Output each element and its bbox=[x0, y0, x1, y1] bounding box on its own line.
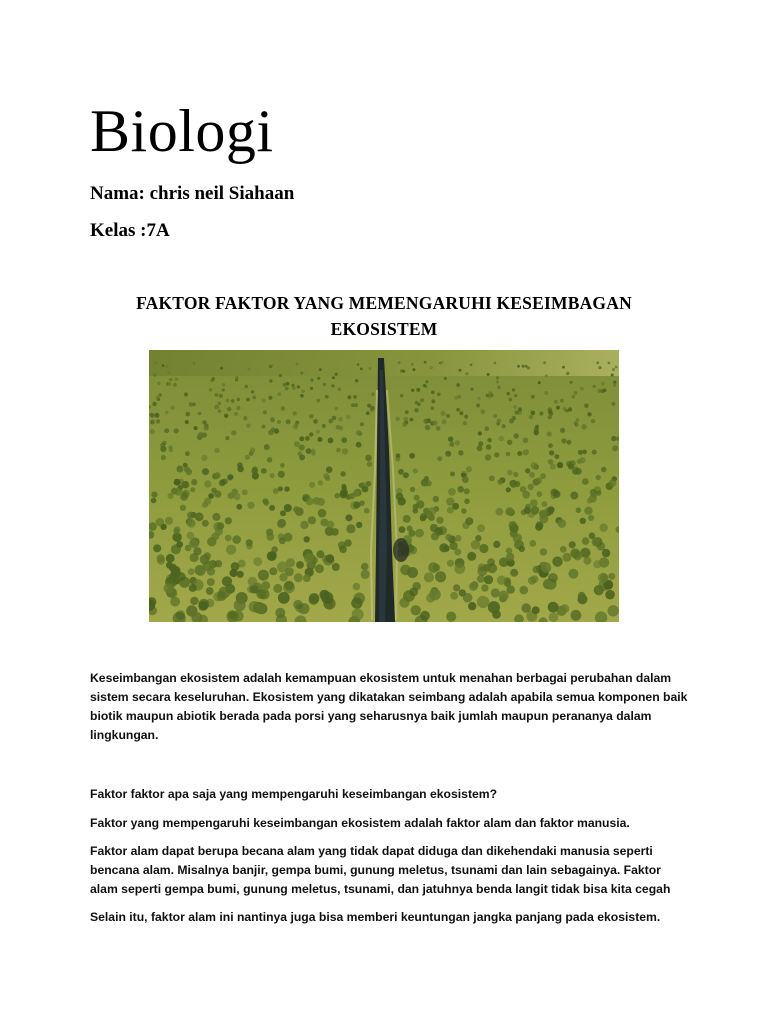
paragraph-question: Faktor faktor apa saja yang mempengaruhi keseimbangan ekosistem? bbox=[90, 787, 498, 801]
paragraph-benefit: Selain itu, faktor alam ini nantinya juga bisa memberi keuntungan jangka panjang pada ekosistem. bbox=[90, 910, 661, 924]
document-title: Biologi bbox=[90, 98, 274, 164]
paragraph-definition: Keseimbangan ekosistem adalah kemampuan ekosistem untuk menahan berbagai perubahan dalam sistem secara keseluruhan. Ekosistem yang dikatakan seimbang adalah apabila semua komponen baik biotik maupun abiotik berada pada porsi yang seharusnya baik jumlah maupun perananya dalam lingkungan. bbox=[90, 671, 688, 742]
paragraph-factors: Faktor yang mempengaruhi keseimbangan ekosistem adalah faktor alam dan faktor manusia. bbox=[90, 816, 630, 830]
section-heading-line1: FAKTOR FAKTOR YANG MEMENGARUHI KESEIMBAGAN bbox=[136, 293, 632, 313]
paragraph-natural-factors: Faktor alam dapat berupa becana alam yang tidak dapat diduga dan dikehendaki manusia seperti bencana alam. Misalnya banjir, gempa bumi, gunung meletus, tsunami dan lain sebagainya. Faktor alam seperti gempa bumi, gunung meletus, tsunami, dan jatuhnya benda langit tidak bisa kita cegah bbox=[90, 844, 671, 896]
section-heading bbox=[90, 290, 678, 342]
student-class: Kelas :7A bbox=[90, 220, 170, 241]
section-heading-line2: EKOSISTEM bbox=[330, 319, 438, 339]
aerial-forest-canal-image bbox=[149, 350, 619, 622]
student-name: Nama: chris neil Siahaan bbox=[90, 183, 295, 204]
ecosystem-photo bbox=[149, 350, 619, 622]
